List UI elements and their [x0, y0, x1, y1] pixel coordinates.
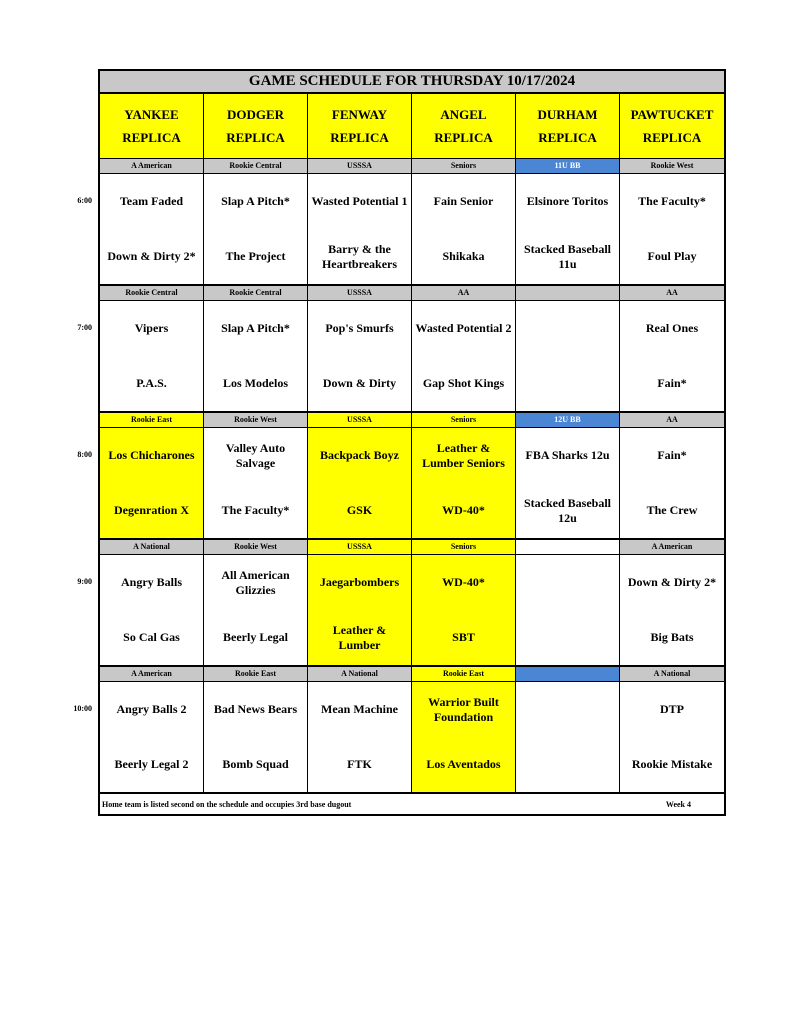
home-team: Los Aventados — [426, 757, 501, 771]
home-team — [516, 356, 619, 411]
division-label: A National — [100, 540, 204, 554]
home-team: FTK — [347, 757, 372, 771]
away-team: Fain* — [657, 448, 687, 462]
game-cell — [204, 428, 308, 538]
game-cell — [204, 682, 308, 792]
game-cell — [412, 174, 516, 284]
field-header-angel — [412, 94, 516, 158]
away-team: Los Chicharones — [108, 448, 195, 462]
schedule-sheet — [98, 69, 726, 816]
field-header-yankee — [100, 94, 204, 158]
division-label: Rookie West — [620, 159, 724, 173]
game-cell — [308, 301, 412, 411]
field-sub: REPLICA — [122, 130, 181, 145]
game-cell — [100, 301, 204, 411]
division-row — [100, 159, 724, 174]
away-team: Wasted Potential 2 — [415, 321, 512, 335]
division-label: Seniors — [412, 413, 516, 427]
home-team: The Project — [225, 249, 286, 263]
division-label: 12U BB — [516, 413, 620, 427]
game-cell — [412, 301, 516, 411]
away-team: WD-40* — [442, 575, 485, 589]
away-team: Angry Balls — [120, 575, 182, 589]
footer-note: Home team is listed second on the schedule and occupies 3rd base dugout — [102, 799, 352, 809]
division-label — [516, 540, 620, 554]
away-team: Backpack Boyz — [319, 448, 399, 462]
away-team: FBA Sharks 12u — [525, 448, 610, 462]
field-name: DURHAM — [537, 107, 598, 122]
game-cell — [204, 174, 308, 284]
division-label: USSSA — [308, 286, 412, 300]
division-label: Rookie West — [204, 540, 308, 554]
game-cell — [516, 174, 620, 284]
division-row — [100, 540, 724, 555]
away-team: The Faculty* — [638, 194, 706, 208]
home-team — [516, 737, 619, 792]
home-team: Foul Play — [647, 249, 697, 263]
field-name: FENWAY — [331, 107, 388, 122]
field-header-fenway — [308, 94, 412, 158]
game-cell — [204, 555, 308, 665]
time-label: 10:00 — [73, 704, 92, 713]
field-sub: REPLICA — [330, 130, 389, 145]
division-label: USSSA — [308, 413, 412, 427]
game-row — [100, 174, 724, 286]
game-cell — [620, 682, 724, 792]
game-cell — [100, 682, 204, 792]
division-label: A American — [620, 540, 724, 554]
away-team: Team Faded — [119, 194, 184, 208]
home-team: Stacked Baseball 12u — [523, 495, 611, 525]
schedule-title: GAME SCHEDULE FOR THURSDAY 10/17/2024 — [100, 71, 724, 94]
home-team: Barry & the Heartbreakers — [321, 241, 398, 271]
away-team: Fain Senior — [433, 194, 494, 208]
game-cell — [308, 428, 412, 538]
field-header-dodger — [204, 94, 308, 158]
home-team: P.A.S. — [136, 376, 167, 390]
game-cell — [308, 174, 412, 284]
home-team: The Crew — [646, 503, 698, 517]
home-team: Shikaka — [442, 249, 485, 263]
away-team — [516, 555, 619, 610]
game-cell — [516, 428, 620, 538]
division-label: Seniors — [412, 540, 516, 554]
time-slots — [100, 159, 724, 794]
away-team: Elsinore Toritos — [526, 194, 609, 208]
division-label: Rookie Central — [204, 159, 308, 173]
home-team: Big Bats — [650, 630, 694, 644]
division-label: AA — [620, 286, 724, 300]
division-label: Rookie East — [412, 667, 516, 681]
game-cell — [516, 301, 620, 411]
away-team: Slap A Pitch* — [221, 194, 290, 208]
field-header-row — [100, 94, 724, 159]
home-team: The Faculty* — [221, 503, 290, 517]
schedule-footer — [100, 794, 724, 814]
field-header-pawtucket — [620, 94, 724, 158]
division-label: Rookie Central — [204, 286, 308, 300]
field-header-durham — [516, 94, 620, 158]
division-label: A National — [308, 667, 412, 681]
time-label: 7:00 — [77, 323, 92, 332]
away-team: Bad News Bears — [213, 702, 298, 716]
home-team: Rookie Mistake — [631, 757, 713, 771]
field-sub: REPLICA — [434, 130, 493, 145]
away-team: All American Glizzies — [221, 567, 290, 597]
division-label: AA — [620, 413, 724, 427]
field-name: PAWTUCKET — [630, 107, 714, 122]
home-team: GSK — [346, 503, 373, 517]
division-label: A American — [100, 159, 204, 173]
division-label: Seniors — [412, 159, 516, 173]
game-cell — [516, 555, 620, 665]
time-label: 6:00 — [77, 196, 92, 205]
game-cell — [412, 428, 516, 538]
game-row — [100, 682, 724, 794]
field-name: ANGEL — [440, 107, 487, 122]
time-label: 8:00 — [77, 450, 92, 459]
away-team: Slap A Pitch* — [221, 321, 290, 335]
game-cell — [620, 428, 724, 538]
field-sub: REPLICA — [226, 130, 285, 145]
away-team: Valley Auto Salvage — [225, 440, 286, 470]
away-team: Wasted Potential 1 — [311, 194, 408, 208]
game-cell — [308, 682, 412, 792]
game-cell — [620, 301, 724, 411]
division-row — [100, 413, 724, 428]
home-team: Fain* — [657, 376, 687, 390]
game-row — [100, 555, 724, 667]
home-team: Gap Shot Kings — [422, 376, 505, 390]
away-team: Warrior Built Foundation — [428, 694, 499, 724]
home-team: Down & Dirty — [322, 376, 397, 390]
home-team: Los Modelos — [222, 376, 288, 390]
division-label: A American — [100, 667, 204, 681]
away-team: Vipers — [134, 321, 169, 335]
home-team: Bomb Squad — [222, 757, 289, 771]
game-cell — [100, 428, 204, 538]
field-sub: REPLICA — [642, 130, 702, 145]
week-label: Week 4 — [665, 799, 691, 809]
division-label: USSSA — [308, 159, 412, 173]
game-cell — [412, 555, 516, 665]
away-team — [516, 682, 619, 737]
division-label — [516, 286, 620, 300]
home-team: Stacked Baseball 11u — [523, 241, 611, 271]
game-cell — [620, 174, 724, 284]
home-team: Beerly Legal — [223, 630, 288, 644]
division-label: Rookie Central — [100, 286, 204, 300]
home-team: Degenration X — [114, 503, 189, 517]
game-cell — [204, 301, 308, 411]
home-team: Beerly Legal 2 — [114, 757, 189, 771]
game-cell — [100, 174, 204, 284]
home-team: SBT — [452, 630, 475, 644]
division-label: Rookie East — [100, 413, 204, 427]
division-label: AA — [412, 286, 516, 300]
away-team: Pop's Smurfs — [325, 321, 394, 335]
game-row — [100, 428, 724, 540]
away-team: Down & Dirty 2* — [627, 575, 717, 589]
division-label: Rookie West — [204, 413, 308, 427]
away-team: Angry Balls 2 — [116, 702, 187, 716]
home-team: WD-40* — [442, 503, 485, 517]
game-cell — [620, 555, 724, 665]
field-name: YANKEE — [124, 107, 179, 122]
division-label: 11U BB — [516, 159, 620, 173]
game-cell — [412, 682, 516, 792]
game-cell — [100, 555, 204, 665]
away-team: DTP — [660, 702, 684, 716]
home-team — [516, 610, 619, 665]
away-team: Jaegarbombers — [319, 575, 400, 589]
home-team: Down & Dirty 2* — [107, 249, 196, 263]
time-label: 9:00 — [77, 577, 92, 586]
division-label — [516, 667, 620, 681]
game-cell — [308, 555, 412, 665]
field-sub: REPLICA — [538, 130, 597, 145]
field-name: DODGER — [226, 107, 285, 122]
away-team — [516, 301, 619, 356]
division-row — [100, 286, 724, 301]
division-row — [100, 667, 724, 682]
division-label: Rookie East — [204, 667, 308, 681]
home-team: So Cal Gas — [123, 630, 180, 644]
away-team: Leather & Lumber Seniors — [422, 440, 505, 470]
home-team: Leather & Lumber — [332, 622, 387, 652]
division-label: USSSA — [308, 540, 412, 554]
game-cell — [516, 682, 620, 792]
away-team: Real Ones — [645, 321, 699, 335]
division-label: A National — [620, 667, 724, 681]
game-row — [100, 301, 724, 413]
away-team: Mean Machine — [321, 702, 398, 716]
